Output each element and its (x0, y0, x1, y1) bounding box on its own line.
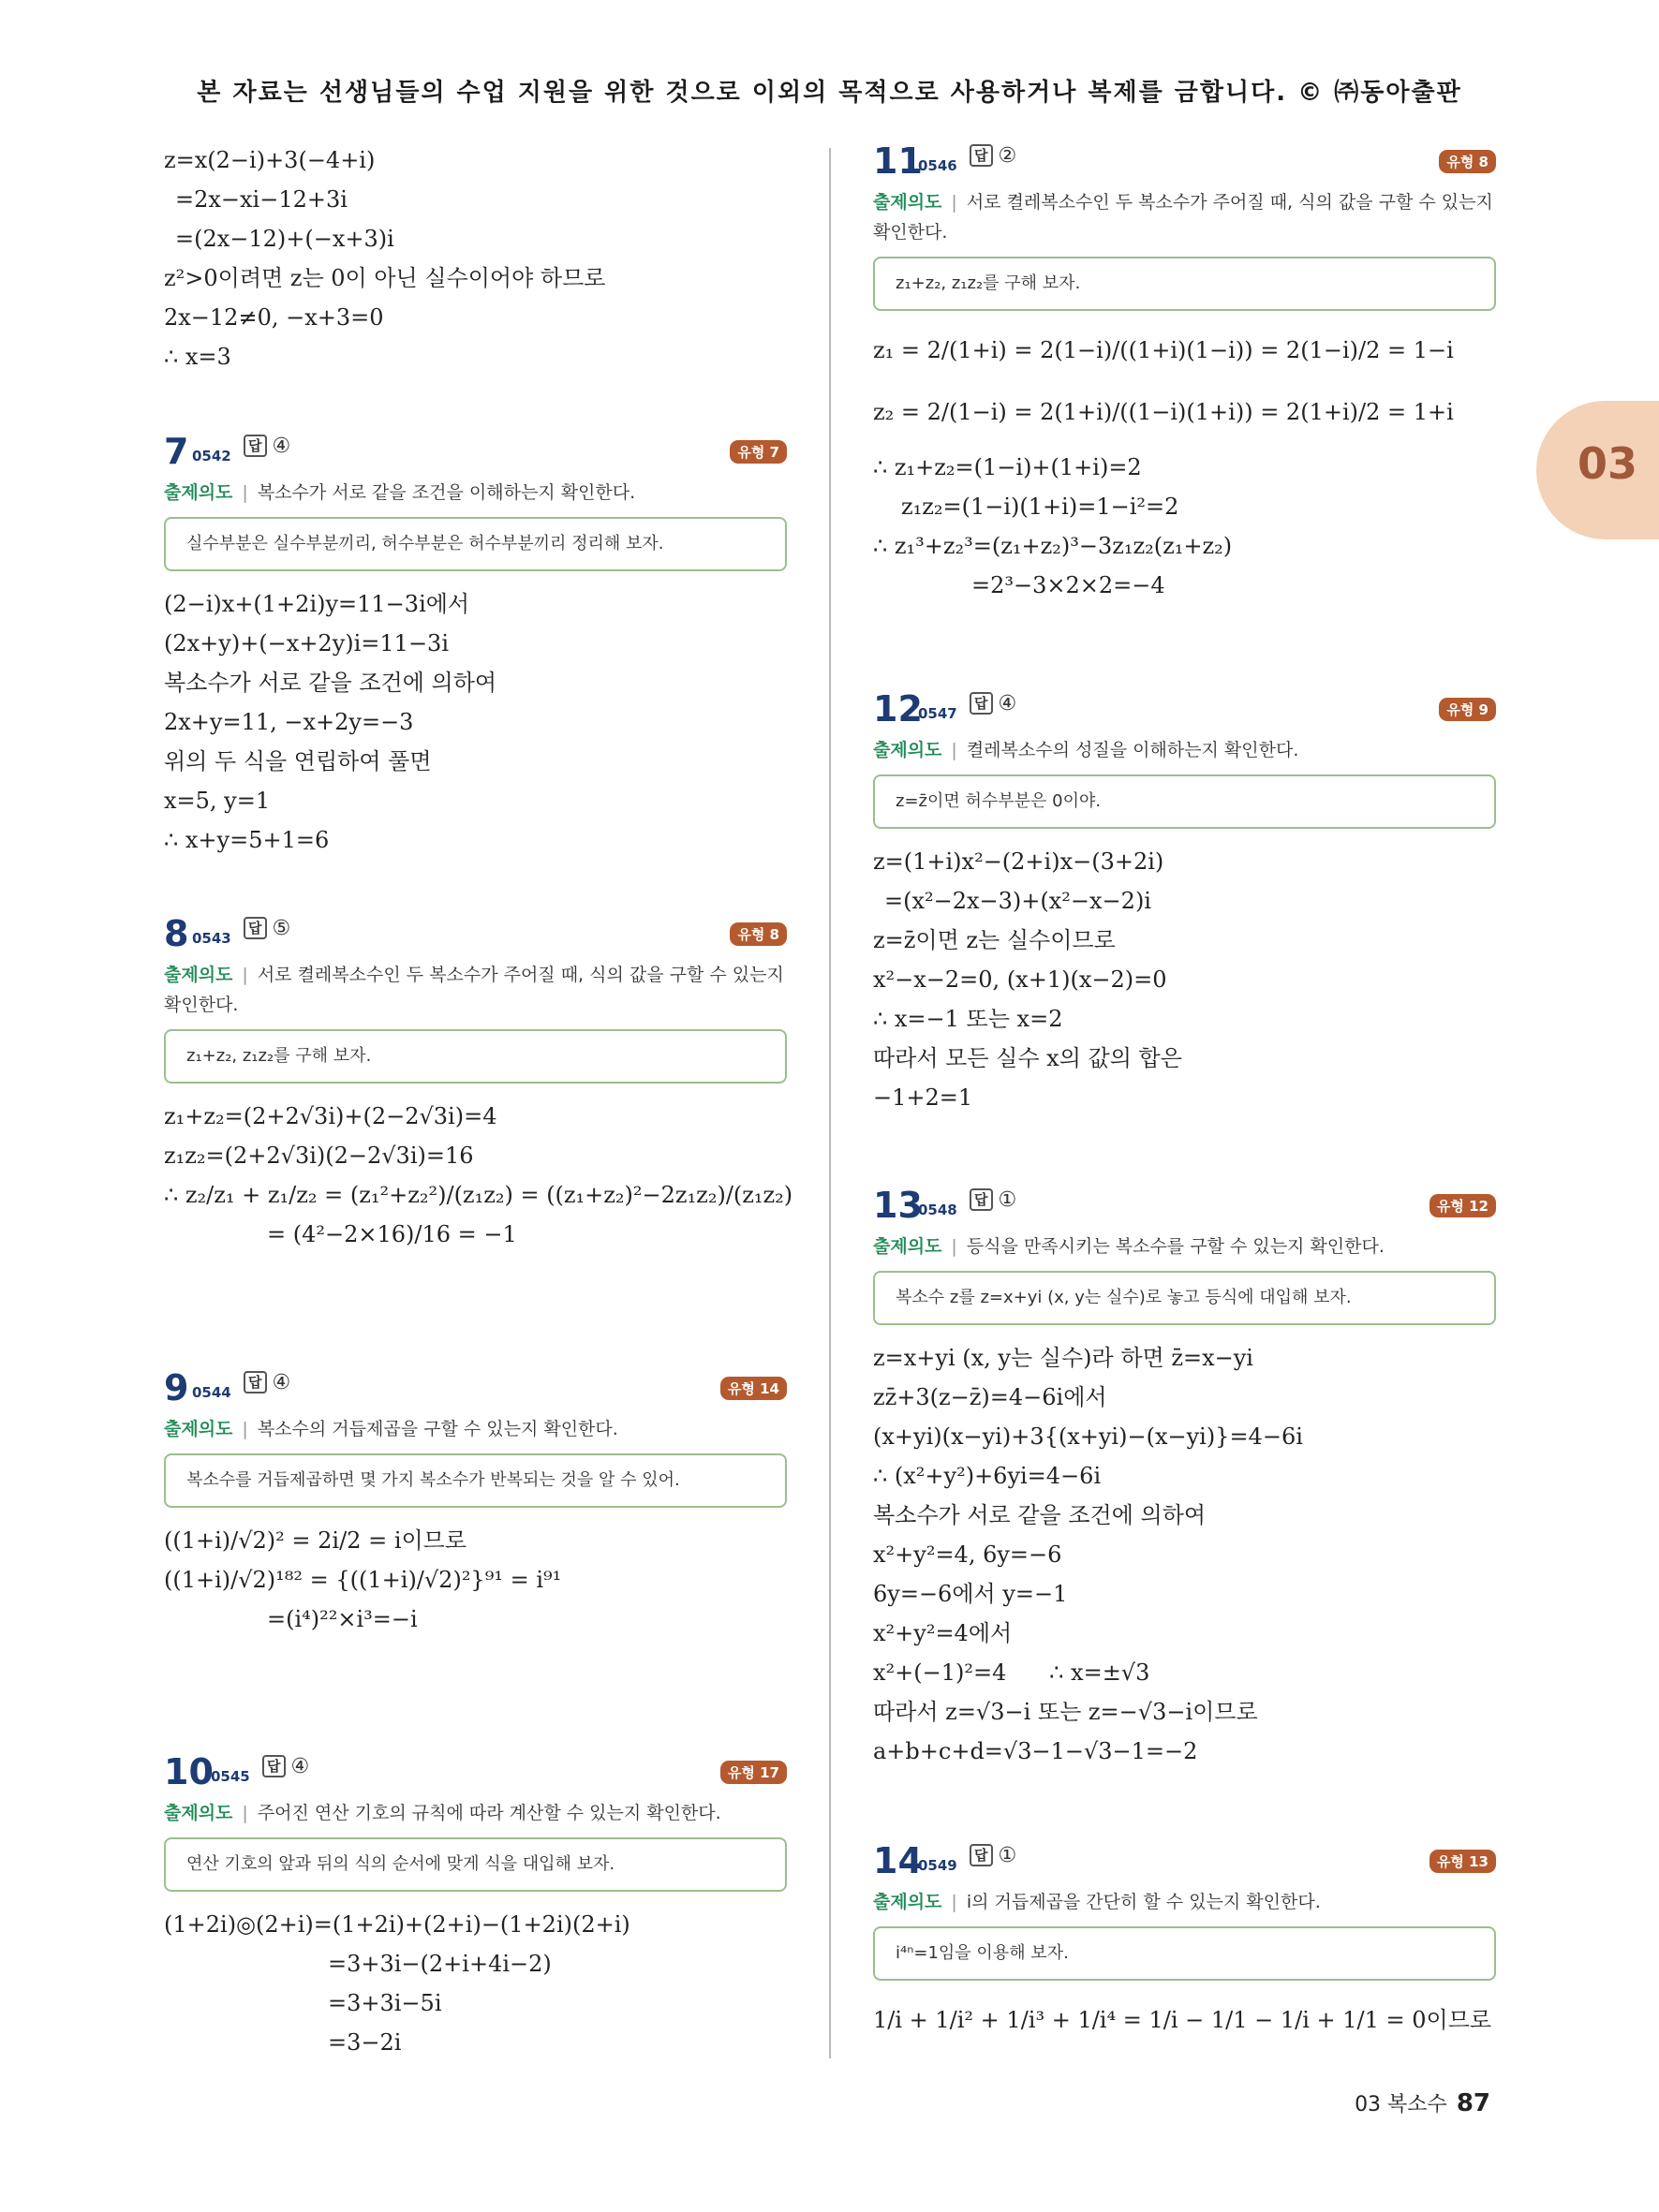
question-code: 0544 (192, 1384, 231, 1401)
intent-line: 출제의도 | 복소수의 거듭제곱을 구할 수 있는지 확인한다. (164, 1419, 618, 1439)
solution-line: (2−i)x+(1+2i)y=11−3i에서 (164, 591, 470, 617)
intent-label: 출제의도 (873, 1236, 942, 1257)
question-9 (164, 1367, 787, 1639)
intent-line: 출제의도 | 등식을 만족시키는 복소수를 구할 수 있는지 확인한다. (873, 1236, 1385, 1257)
question-header (873, 1840, 1496, 1881)
copyright-notice: 본 자료는 선생님들의 수업 지원을 위한 것으로 이외의 목적으로 사용하거나 복제를 금합니다. © ㈜동아출판 (197, 79, 1462, 107)
column-divider (829, 148, 831, 2058)
intent-line: 출제의도 | 주어진 연산 기호의 규칙에 따라 계산할 수 있는지 확인한다. (164, 1803, 721, 1823)
intent-text: 주어진 연산 기호의 규칙에 따라 계산할 수 있는지 확인한다. (257, 1803, 721, 1823)
answer-mark (244, 1371, 290, 1394)
solution-line: ∴ z₁³+z₂³=(z₁+z₂)³−3z₁z₂(z₁+z₂) (873, 533, 1233, 559)
solution-line: z=x(2−i)+3(−4+i) (164, 147, 376, 173)
solution (873, 1338, 1496, 1771)
question-12 (873, 688, 1496, 1117)
solution (164, 1905, 787, 2062)
solution-line: ∴ z₂/z₁ + z₁/z₂ = (z₁²+z₂²)/(z₁z₂) = ((z₁+z₂)²−2z₁z₂)/(z₁z₂) (164, 1182, 793, 1208)
type-badge: 유형 14 (720, 1377, 787, 1400)
intent-line: 출제의도 | 서로 켤레복소수인 두 복소수가 주어질 때, 식의 값을 구할 수 있는지 확인한다. (873, 192, 1493, 243)
question-header (164, 431, 787, 472)
intent-line: 출제의도 | 서로 켤레복소수인 두 복소수가 주어질 때, 식의 값을 구할 수 있는지 확인한다. (164, 965, 784, 1015)
question-number: 10 (164, 1751, 214, 1792)
solution-line: 2x−12≠0, −x+3=0 (164, 304, 384, 331)
type-badge: 유형 8 (730, 922, 787, 946)
solution-line: =3+3i−5i (328, 1990, 442, 2016)
question-code: 0542 (192, 448, 231, 465)
intent-label: 출제의도 (873, 740, 942, 760)
answer-icon: 답 (262, 1755, 286, 1777)
answer-icon: 답 (970, 144, 993, 167)
solution-line: z=x+yi (x, y는 실수)라 하면 z̄=x−yi (873, 1345, 1253, 1371)
solution-line: =(x²−2x−3)+(x²−x−2)i (884, 888, 1151, 914)
intent-text: 켤레복소수의 성질을 이해하는지 확인한다. (966, 740, 1299, 760)
intent-text: 복소수가 서로 같을 조건을 이해하는지 확인한다. (257, 482, 636, 503)
solution (873, 1994, 1496, 2056)
solution-line: ∴ x=3 (164, 344, 231, 370)
question-13 (873, 1185, 1496, 1771)
solution-line: ∴ z₁+z₂=(1−i)+(1+i)=2 (873, 454, 1142, 480)
answer-value: ② (998, 144, 1017, 168)
type-badge: 유형 17 (720, 1761, 787, 1784)
question-14 (873, 1840, 1496, 2056)
question-code: 0543 (192, 930, 231, 947)
intent-line: 출제의도 | 켤레복소수의 성질을 이해하는지 확인한다. (873, 740, 1299, 760)
answer-mark (244, 917, 290, 940)
solution-line: 1/i + 1/i² + 1/i³ + 1/i⁴ = 1/i − 1/1 − 1/i + 1/1 = 0이므로 (873, 2007, 1492, 2033)
footer-chapter: 03 복소수 (1355, 2093, 1447, 2116)
question-code: 0547 (918, 705, 957, 722)
hint-box: z=z̄이면 허수부분은 0이야. (873, 774, 1496, 829)
solution-line: 따라서 z=√3−i 또는 z=−√3−i이므로 (873, 1699, 1258, 1725)
answer-icon: 답 (970, 692, 993, 715)
type-badge: 유형 12 (1429, 1194, 1496, 1217)
intent-label: 출제의도 (164, 965, 233, 985)
question-code: 0549 (918, 1857, 957, 1874)
question-header (164, 913, 787, 954)
intent-line: 출제의도 | i의 거듭제곱을 간단히 할 수 있는지 확인한다. (873, 1892, 1321, 1912)
question-header (873, 140, 1496, 182)
hint-box: z₁+z₂, z₁z₂를 구해 보자. (873, 257, 1496, 311)
page-footer (1355, 2088, 1490, 2117)
intent-text: i의 거듭제곱을 간단히 할 수 있는지 확인한다. (966, 1892, 1321, 1912)
solution-line: z₁z₂=(1−i)(1+i)=1−i²=2 (901, 494, 1179, 520)
solution-line: zz̄+3(z−z̄)=4−6i에서 (873, 1384, 1107, 1410)
question-11 (873, 140, 1496, 605)
question-header (164, 1367, 787, 1408)
answer-value: ④ (998, 692, 1017, 715)
type-badge: 유형 9 (1439, 698, 1496, 721)
solution-line: x=5, y=1 (164, 788, 271, 814)
solution-line: z₁z₂=(2+2√3i)(2−2√3i)=16 (164, 1143, 474, 1169)
hint-box: i⁴ⁿ=1임을 이용해 보자. (873, 1926, 1496, 1981)
question-header (873, 1185, 1496, 1226)
question-10 (164, 1751, 787, 2062)
solution (873, 842, 1496, 1117)
question-code: 0548 (918, 1202, 957, 1218)
hint-box: 복소수 z를 z=x+yi (x, y는 실수)로 놓고 등식에 대입해 보자. (873, 1271, 1496, 1325)
page-number: 87 (1456, 2089, 1490, 2117)
solution (164, 584, 787, 860)
solution-line: (x+yi)(x−yi)+3{(x+yi)−(x−yi)}=4−6i (873, 1423, 1303, 1450)
answer-mark (970, 144, 1016, 168)
answer-mark (244, 435, 290, 458)
solution-line: =2x−xi−12+3i (175, 186, 348, 213)
question-7 (164, 431, 787, 860)
solution-line: 복소수가 서로 같을 조건에 의하여 (164, 670, 497, 696)
answer-value: ① (998, 1844, 1017, 1867)
intent-text: 서로 켤레복소수인 두 복소수가 주어질 때, 식의 값을 구할 수 있는지 확인한다. (873, 192, 1493, 243)
solution-line: ((1+i)/√2)¹⁸² = {((1+i)/√2)²}⁹¹ = i⁹¹ (164, 1567, 562, 1593)
solution-line: 2x+y=11, −x+2y=−3 (164, 709, 414, 735)
answer-value: ① (998, 1188, 1017, 1212)
solution-line: = (4²−2×16)/16 = −1 (267, 1221, 517, 1247)
question-header (873, 688, 1496, 730)
solution-line: −1+2=1 (873, 1084, 973, 1111)
question-number: 9 (164, 1367, 189, 1408)
hint-box: z₁+z₂, z₁z₂를 구해 보자. (164, 1029, 787, 1084)
intent-text: 등식을 만족시키는 복소수를 구할 수 있는지 확인한다. (966, 1236, 1385, 1257)
solution-line: =(2x−12)+(−x+3)i (175, 226, 394, 252)
hint-box: 실수부분은 실수부분끼리, 허수부분은 허수부분끼리 정리해 보자. (164, 517, 787, 571)
answer-icon: 답 (244, 1371, 267, 1394)
type-badge: 유형 7 (730, 440, 787, 464)
answer-icon: 답 (970, 1188, 993, 1211)
question-code: 0545 (211, 1768, 250, 1785)
intent-text: 서로 켤레복소수인 두 복소수가 주어질 때, 식의 값을 구할 수 있는지 확인한다. (164, 965, 784, 1015)
answer-value: ④ (272, 1371, 291, 1394)
question-number: 11 (873, 140, 923, 182)
solution-line: =2³−3×2×2=−4 (971, 572, 1165, 598)
solution-line: (2x+y)+(−x+2y)i=11−3i (164, 630, 449, 656)
solution-line: ∴ x+y=5+1=6 (164, 827, 330, 853)
intent-line: 출제의도 | 복소수가 서로 같을 조건을 이해하는지 확인한다. (164, 482, 636, 503)
answer-mark (970, 1844, 1016, 1867)
hint-box: 연산 기호의 앞과 뒤의 식의 순서에 맞게 식을 대입해 보자. (164, 1837, 787, 1892)
solution-line: x²−x−2=0, (x+1)(x−2)=0 (873, 966, 1167, 993)
answer-icon: 답 (244, 917, 267, 939)
answer-icon: 답 (244, 435, 267, 457)
question-header (164, 1751, 787, 1792)
solution (873, 324, 1496, 605)
solution-line: x²+(−1)²=4 ∴ x=±√3 (873, 1659, 1150, 1686)
continued-solution (164, 140, 787, 376)
question-number: 8 (164, 913, 189, 954)
question-code: 0546 (918, 157, 957, 174)
solution-line: 복소수가 서로 같을 조건에 의하여 (873, 1502, 1207, 1528)
solution-line: =(i⁴)²²×i³=−i (267, 1606, 418, 1632)
question-number: 14 (873, 1840, 923, 1881)
question-8 (164, 913, 793, 1254)
type-badge: 유형 8 (1439, 150, 1496, 173)
intent-label: 출제의도 (164, 482, 233, 503)
question-number: 12 (873, 688, 923, 730)
solution-line: z₂ = 2/(1−i) = 2(1+i)/((1−i)(1+i)) = 2(1+i)/2 = 1+i (873, 399, 1454, 425)
solution (164, 1521, 787, 1639)
answer-mark (970, 692, 1016, 715)
solution-line: ((1+i)/√2)² = 2i/2 = i이므로 (164, 1527, 467, 1554)
intent-label: 출제의도 (873, 1892, 942, 1912)
solution-line: 따라서 모든 실수 x의 값의 합은 (873, 1045, 1182, 1071)
answer-mark (262, 1755, 309, 1778)
question-number: 13 (873, 1185, 923, 1226)
solution-line: a+b+c+d=√3−1−√3−1=−2 (873, 1738, 1198, 1764)
solution-line: 6y=−6에서 y=−1 (873, 1581, 1068, 1607)
intent-label: 출제의도 (164, 1803, 233, 1823)
answer-icon: 답 (970, 1844, 993, 1866)
hint-box: 복소수를 거듭제곱하면 몇 가지 복소수가 반복되는 것을 알 수 있어. (164, 1453, 787, 1508)
type-badge: 유형 13 (1429, 1850, 1496, 1873)
solution-line: =3−2i (328, 2029, 402, 2056)
solution-line: z=(1+i)x²−(2+i)x−(3+2i) (873, 848, 1164, 875)
chapter-side-tab (1536, 401, 1659, 539)
solution-line: 위의 두 식을 연립하여 풀면 (164, 748, 432, 774)
solution-line: (1+2i)◎(2+i)=(1+2i)+(2+i)−(1+2i)(2+i) (164, 1911, 630, 1938)
chapter-tab-label: 03 (1578, 438, 1638, 489)
solution-line: ∴ (x²+y²)+6yi=4−6i (873, 1463, 1102, 1489)
solution-line: z²>0이려면 z는 0이 아닌 실수이어야 하므로 (164, 265, 606, 291)
intent-text: 복소수의 거듭제곱을 구할 수 있는지 확인한다. (257, 1419, 618, 1439)
answer-mark (970, 1188, 1016, 1212)
solution-line: z₁ = 2/(1+i) = 2(1−i)/((1+i)(1−i)) = 2(1−i)/2 = 1−i (873, 337, 1454, 363)
solution-line: z₁+z₂=(2+2√3i)+(2−2√3i)=4 (164, 1103, 497, 1129)
intent-label: 출제의도 (873, 192, 942, 213)
solution-line: x²+y²=4, 6y=−6 (873, 1541, 1062, 1568)
solution-line: =3+3i−(2+i+4i−2) (328, 1951, 552, 1977)
answer-value: ④ (290, 1755, 310, 1778)
solution (164, 1097, 793, 1254)
solution-line: ∴ x=−1 또는 x=2 (873, 1006, 1063, 1032)
intent-label: 출제의도 (164, 1419, 233, 1439)
solution-line: z=z̄이면 z는 실수이므로 (873, 927, 1116, 953)
question-number: 7 (164, 431, 189, 472)
answer-value: ⑤ (272, 917, 291, 940)
answer-value: ④ (272, 435, 291, 458)
solution-line: x²+y²=4에서 (873, 1620, 1013, 1646)
